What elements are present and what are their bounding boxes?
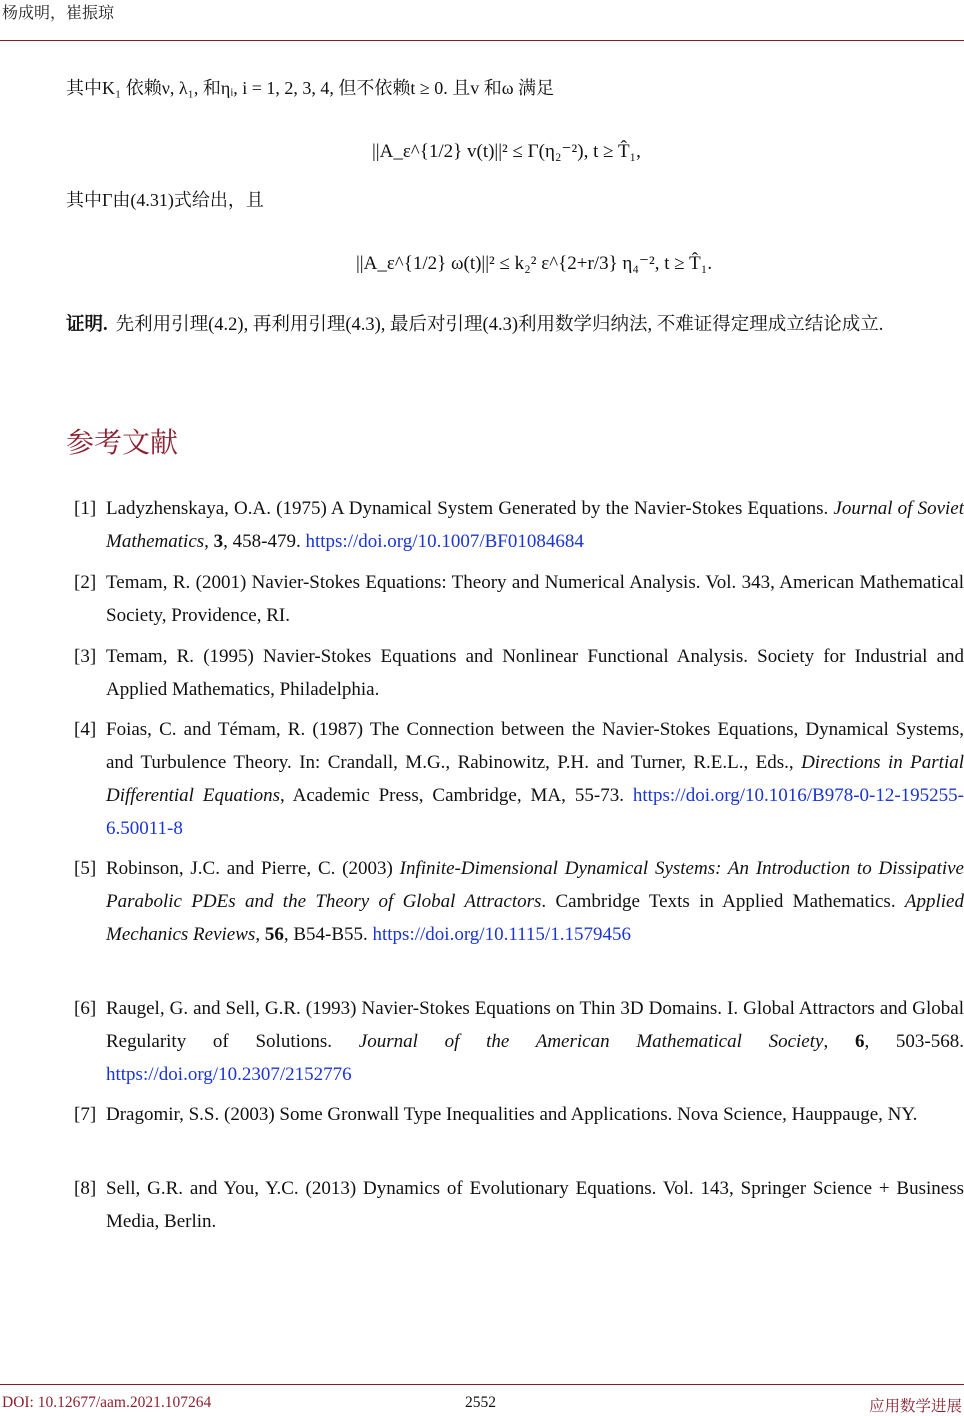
reference-separator: , xyxy=(255,924,265,945)
reference-number: [7] xyxy=(74,1104,97,1125)
reference-volume: 56 xyxy=(264,924,284,945)
doi-link[interactable]: https://doi.org/10.1115/1.1579456 xyxy=(372,924,631,945)
reference-text: Raugel, G. and Sell, G.R. (1993) Navier-Stokes Equations on Thin 3D Domains. I. Global Attractors and Global Regularity of Solutions. xyxy=(106,998,964,1052)
reference-volume: 6 xyxy=(854,1031,865,1052)
doi-link[interactable]: https://doi.org/10.2307/2152776 xyxy=(106,1064,352,1085)
reference-journal: Journal of the American Mathematical Society xyxy=(358,1031,824,1052)
proof-body: 先利用引理(4.2), 再利用引理(4.3), 最后对引理(4.3)利用数学归纳法, 不难证得定理成立结论成立. xyxy=(115,315,884,335)
reference-item-2 xyxy=(66,566,964,632)
reference-text: Foias, C. and Témam, R. (1987) The Connection between the Navier-Stokes Equations, Dynamical Systems, and Turbulence Theory. In: Crandall, M.G., Rabinowitz, P.H. and Turner, R.E.L., Eds., xyxy=(106,719,964,773)
reference-item-1 xyxy=(66,492,964,558)
reference-text: Ladyzhenskaya, O.A. (1975) A Dynamical System Generated by the Navier-Stokes Equations. xyxy=(106,498,834,519)
reference-item-4 xyxy=(66,713,964,845)
reference-volume: 3 xyxy=(213,531,224,552)
reference-number: [8] xyxy=(74,1178,97,1199)
reference-text: Temam, R. (2001) Navier-Stokes Equations: Theory and Numerical Analysis. Vol. 343, American Mathematical Society, Providence, RI. xyxy=(106,572,964,626)
reference-number: [1] xyxy=(74,498,97,519)
reference-number: [3] xyxy=(74,646,97,667)
doi-link[interactable]: https://doi.org/10.1007/BF01084684 xyxy=(305,531,584,552)
reference-series: . Cambridge Texts in Applied Mathematics. xyxy=(541,891,905,912)
equation-omega-bound: ||A_ε^{1/2} ω(t)||² ≤ k₂² ε^{2+r/3} η₄⁻², t ≥ T̂₁. xyxy=(356,253,713,274)
reference-journal: Applied Mechanics Reviews xyxy=(106,891,964,945)
theorem-continuation-line xyxy=(66,72,554,105)
reference-item-3 xyxy=(66,640,964,706)
reference-pages: , 458-479. xyxy=(223,531,306,552)
reference-item-6 xyxy=(66,992,964,1091)
header-divider xyxy=(0,40,964,41)
reference-number: [6] xyxy=(74,998,97,1019)
gamma-reference-line: 其中Γ由(4.31)式给出，且 xyxy=(66,190,264,210)
reference-pages: , 503-568. xyxy=(864,1031,964,1052)
footer-divider xyxy=(0,1384,964,1385)
reference-separator: , xyxy=(204,531,214,552)
reference-text: Robinson, J.C. and Pierre, C. (2003) xyxy=(106,858,400,879)
reference-book-title: Infinite-Dimensional Dynamical Systems: An Introduction to Dissipative Parabolic PDEs and the Theory of Global Attractors xyxy=(106,858,964,912)
reference-text: Temam, R. (1995) Navier-Stokes Equations and Nonlinear Functional Analysis. Society for Industrial and Applied Mathematics, Philadelphia. xyxy=(106,646,964,700)
running-header-authors: 杨成明，崔振琼 xyxy=(2,5,115,22)
reference-item-5 xyxy=(66,852,964,951)
reference-book-title: Directions in Partial Differential Equations xyxy=(106,752,964,806)
reference-item-8 xyxy=(66,1172,964,1238)
reference-separator: , xyxy=(823,1031,855,1052)
reference-pages: , Academic Press, Cambridge, MA, 55-73. xyxy=(279,785,633,806)
proof-paragraph xyxy=(66,309,964,342)
equation-v-bound: ||A_ε^{1/2} v(t)||² ≤ Γ(η₂⁻²), t ≥ T̂₁, xyxy=(372,141,641,162)
reference-pages: , B54-B55. xyxy=(283,924,373,945)
reference-text: Dragomir, S.S. (2003) Some Gronwall Type Inequalities and Applications. Nova Science, Hauppauge, NY. xyxy=(106,1104,918,1125)
footer-doi[interactable]: DOI: 10.12677/aam.2021.107264 xyxy=(2,1394,212,1411)
theorem-line-text: 其中K₁ 依赖ν, λ₁, 和ηᵢ, i = 1, 2, 3, 4, 但不依赖t ≥ 0. 且v 和ω 满足 xyxy=(66,78,555,98)
reference-journal: Journal of Soviet Mathematics xyxy=(106,498,964,552)
page-number: 2552 xyxy=(465,1394,496,1411)
reference-number: [2] xyxy=(74,572,97,593)
footer-journal-name: 应用数学进展 xyxy=(868,1398,962,1415)
reference-number: [4] xyxy=(74,719,97,740)
reference-number: [5] xyxy=(74,858,97,879)
references-heading: 参考文献 xyxy=(66,428,179,459)
doi-link[interactable]: https://doi.org/10.1016/B978-0-12-195255-6.50011-8 xyxy=(106,785,964,839)
proof-label: 证明. xyxy=(66,315,108,335)
reference-text: Sell, G.R. and You, Y.C. (2013) Dynamics of Evolutionary Equations. Vol. 143, Springer Science + Business Media, Berlin. xyxy=(106,1178,964,1232)
reference-item-7 xyxy=(66,1098,964,1131)
